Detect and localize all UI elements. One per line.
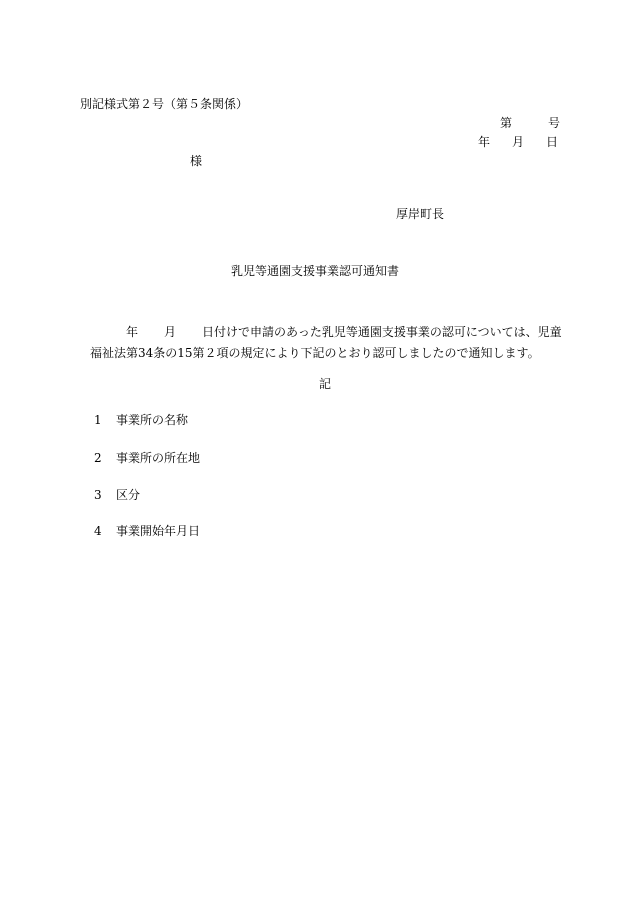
- issuer-name: 厚岸町長: [396, 207, 445, 221]
- item-label: 事業所の名称: [116, 413, 189, 427]
- item-label: 区分: [116, 488, 141, 502]
- list-item: [94, 414, 188, 426]
- number-suffix: 号: [548, 116, 561, 130]
- list-item: [94, 452, 200, 464]
- date-year: 年: [478, 135, 491, 149]
- date-month: 月: [512, 135, 525, 149]
- document-title: 乳児等通園支援事業認可通知書: [230, 264, 399, 278]
- item-label: 事業所の所在地: [116, 451, 201, 465]
- date-day: 日: [546, 135, 559, 149]
- list-item: [94, 525, 200, 537]
- item-number: 2: [94, 451, 102, 465]
- body-month-mark: 月: [164, 325, 177, 339]
- list-item: [94, 489, 140, 501]
- form-label: 別記様式第２号（第５条関係）: [80, 97, 249, 111]
- item-number: 4: [94, 524, 102, 538]
- item-label: 事業開始年月日: [116, 524, 201, 538]
- number-prefix: 第: [500, 116, 513, 130]
- document-number-label: [500, 117, 560, 129]
- recipient-honorific: 様: [190, 154, 203, 168]
- ki-label: 記: [318, 377, 331, 391]
- body-paragraph: [90, 322, 564, 364]
- body-text: 日付けで申請のあった乳児等通園支援事業の認可については、児童福祉法第34条の15第２項の規定により下記のとおり認可しましたので通知します。: [90, 325, 562, 360]
- item-number: 3: [94, 488, 102, 502]
- item-number: 1: [94, 413, 102, 427]
- date-line: [478, 136, 558, 148]
- body-year-mark: 年: [126, 325, 139, 339]
